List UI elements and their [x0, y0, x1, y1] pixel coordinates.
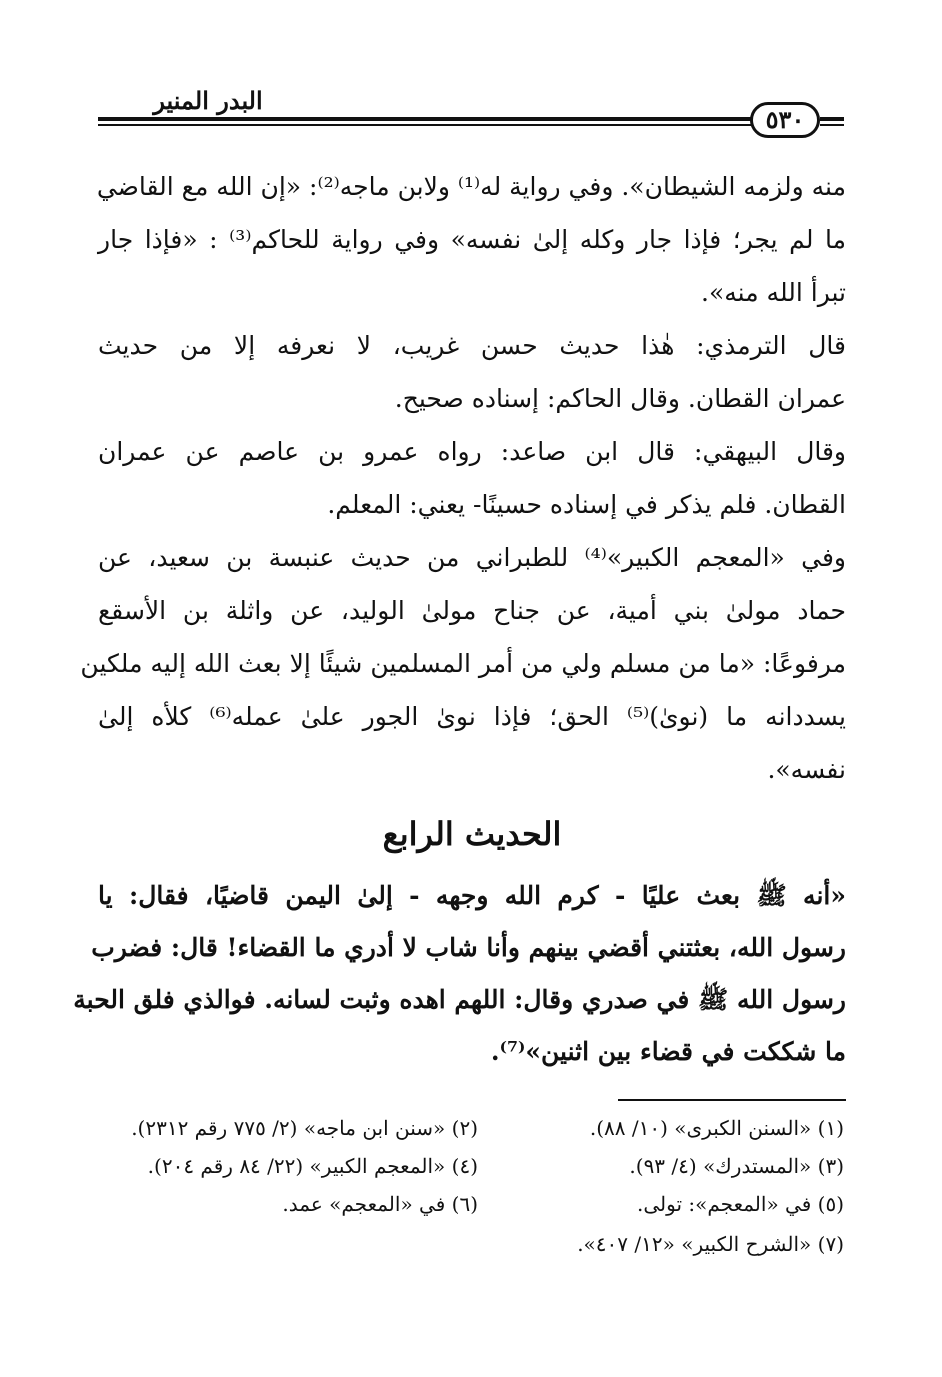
- text-line: وقال البيهقي: قال ابن صاعد: رواه عمرو بن عاصم عن عمران: [98, 437, 846, 466]
- body-text: [80, 160, 846, 796]
- text-line: مرفوعًا: «ما من مسلم ولي من أمر المسلمين شيئًا إلا بعث الله إليه ملكين: [80, 649, 846, 678]
- paragraph: [80, 531, 846, 796]
- text-line: وفي «المعجم الكبير»⁽⁴⁾ للطبراني من حديث عنبسة بن سعيد، عن: [98, 543, 846, 572]
- text-line: عمران القطان. وقال الحاكم: إسناده صحيح.: [394, 384, 846, 413]
- header-rule-thin: [98, 124, 753, 126]
- hadith-line: ما شككت في قضاء بين اثنين»⁽⁷⁾.: [490, 1037, 846, 1066]
- header-rule-right: [820, 117, 844, 121]
- footnote: (٦) في «المعجم» عمد.: [282, 1192, 478, 1216]
- text-line: منه ولزمه الشيطان». وفي رواية له⁽¹⁾ ولابن ماجه⁽²⁾: «إن الله مع القاضي: [96, 172, 846, 201]
- paragraph: [98, 319, 846, 425]
- text-line: نفسه».: [767, 755, 846, 784]
- footnote: (١) «السنن الكبرى» (١٠/ ٨٨).: [589, 1116, 844, 1140]
- text-line: ما لم يجر؛ فإذا جار وكله إلىٰ نفسه» وفي رواية للحاكم⁽³⁾ : «فإذا جار: [98, 225, 846, 254]
- footnote: (٤) «المعجم الكبير» (٢٢/ ٨٤ رقم ٢٠٤).: [147, 1154, 478, 1178]
- footnote: (٧) «الشرح الكبير» «١٢/ ٤٠٧».: [577, 1232, 844, 1256]
- text-line: يسددانه ما (نوىٰ)⁽⁵⁾ الحق؛ فإذا نوىٰ الجور علىٰ عمله⁽⁶⁾ كلأه إلىٰ: [98, 702, 846, 731]
- paragraph: [98, 160, 846, 319]
- paragraph: [98, 425, 846, 531]
- hadith-line: «أنه ﷺ بعث عليًا - كرم الله وجهه - إلىٰ اليمن قاضيًا، فقال: يا: [98, 881, 846, 910]
- text-line: تبرأ الله منه».: [701, 278, 846, 307]
- section-heading: الحديث الرابع: [382, 815, 562, 853]
- text-line: حماد مولىٰ بني أمية، عن جناح مولىٰ الوليد، عن واثلة بن الأسقع: [98, 596, 846, 625]
- hadith-line: رسول الله، بعثتني أقضي بينهم وأنا شاب لا أدري ما القضاء! قال: فضرب: [91, 933, 846, 962]
- text-line: القطان. فلم يذكر في إسناده حسينًا- يعني: المعلم.: [327, 490, 846, 519]
- page-number: ٥٣٠: [750, 102, 820, 138]
- running-title: البدر المنير: [153, 86, 263, 115]
- footnote: (٣) «المستدرك» (٤/ ٩٣).: [629, 1154, 844, 1178]
- header-rule-right-thin: [820, 124, 844, 126]
- header-rule: [98, 117, 753, 121]
- footnote: (٥) في «المعجم»: تولى.: [637, 1192, 844, 1216]
- footnote-rule: [618, 1099, 846, 1101]
- text-line: قال الترمذي: هٰذا حديث حسن غريب، لا نعرفه إلا من حديث: [98, 331, 846, 360]
- footnote: (٢) «سنن ابن ماجه» (٢/ ٧٧٥ رقم ٢٣١٢).: [131, 1116, 478, 1140]
- hadith-line: رسول الله ﷺ في صدري وقال: اللهم اهده وثبت لسانه. فوالذي فلق الحبة: [73, 985, 846, 1014]
- hadith-text: [73, 870, 846, 1078]
